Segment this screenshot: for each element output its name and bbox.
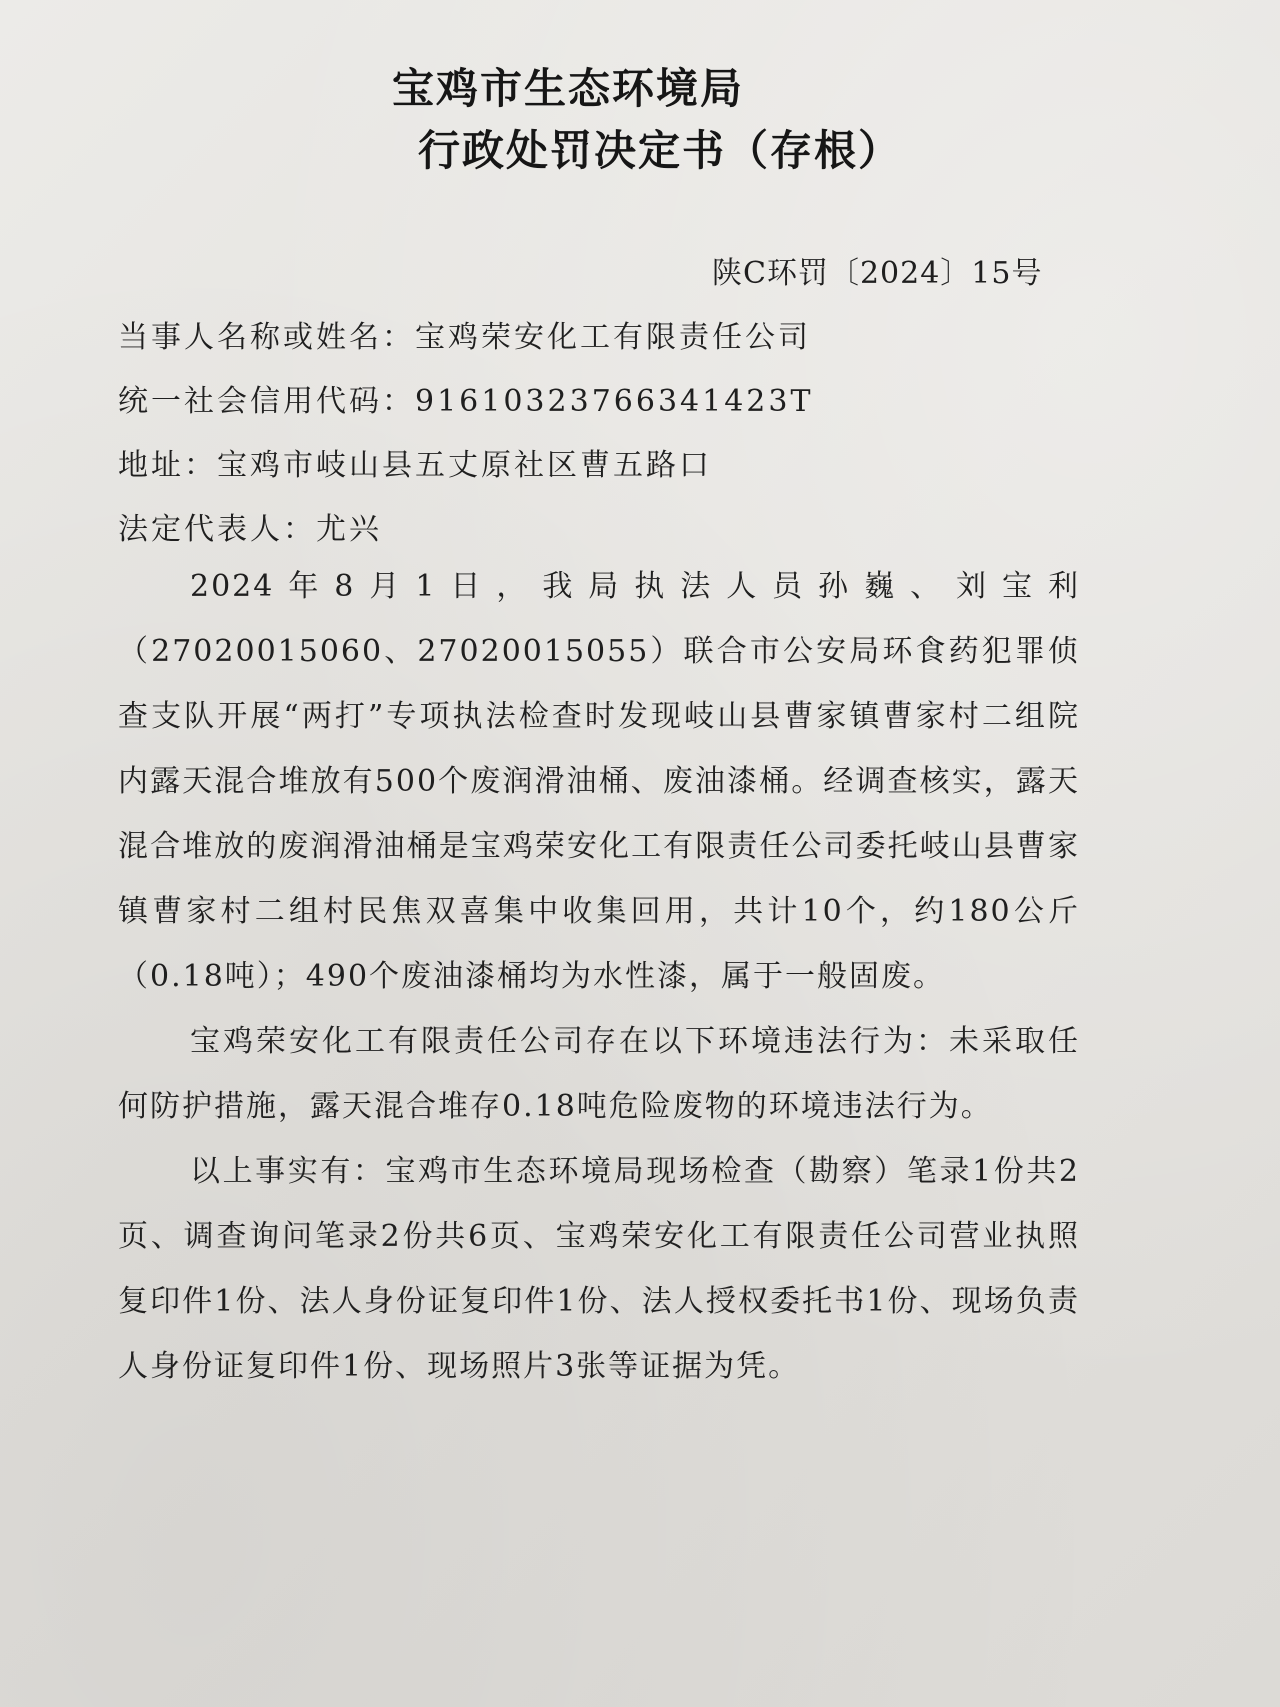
document-title	[0, 58, 1280, 182]
address-row	[118, 434, 1118, 498]
party-name-value: 宝鸡荣安化工有限责任公司	[415, 320, 811, 355]
address-label: 地址：	[118, 448, 217, 483]
party-name-row	[118, 306, 1118, 370]
credit-code-label: 统一社会信用代码：	[118, 384, 415, 419]
decision-title: 行政处罚决定书（存根）	[418, 126, 903, 175]
document-body	[118, 554, 1080, 1399]
party-info	[118, 306, 1118, 562]
legal-rep-label: 法定代表人：	[118, 512, 316, 547]
paragraph-violation: 宝鸡荣安化工有限责任公司存在以下环境违法行为：未采取任何防护措施，露天混合堆存0.18吨危险废物的环境违法行为。	[118, 1024, 1080, 1124]
legal-rep-row	[118, 498, 1118, 562]
paragraph-facts: 2024年8月1日，我局执法人员孙巍、刘宝利（27020015060、27020015055）联合市公安局环食药犯罪侦查支队开展“两打”专项执法检查时发现岐山县曹家镇曹家村二组院内露天混合堆放有500个废润滑油桶、废油漆桶。经调查核实，露天混合堆放的废润滑油桶是宝鸡荣安化工有限责任公司委托岐山县曹家镇曹家村二组村民焦双喜集中收集回用，共计10个，约180公斤（0.18吨）；490个废油漆桶均为水性漆，属于一般固废。	[118, 569, 1080, 994]
credit-code-row	[118, 370, 1118, 434]
party-name-label: 当事人名称或姓名：	[118, 320, 415, 355]
legal-rep-value: 尤兴	[316, 512, 382, 547]
issuing-authority-title: 宝鸡市生态环境局	[392, 64, 745, 113]
paragraph-evidence: 以上事实有：宝鸡市生态环境局现场检查（勘察）笔录1份共2页、调查询问笔录2份共6页、宝鸡荣安化工有限责任公司营业执照复印件1份、法人身份证复印件1份、法人授权委托书1份、现场负责人身份证复印件1份、现场照片3张等证据为凭。	[118, 1154, 1080, 1384]
address-value: 宝鸡市岐山县五丈原社区曹五路口	[217, 448, 712, 483]
credit-code-value: 91610323766341423T	[415, 384, 814, 419]
document-number: 陕C环罚〔2024〕15号	[712, 256, 1043, 291]
